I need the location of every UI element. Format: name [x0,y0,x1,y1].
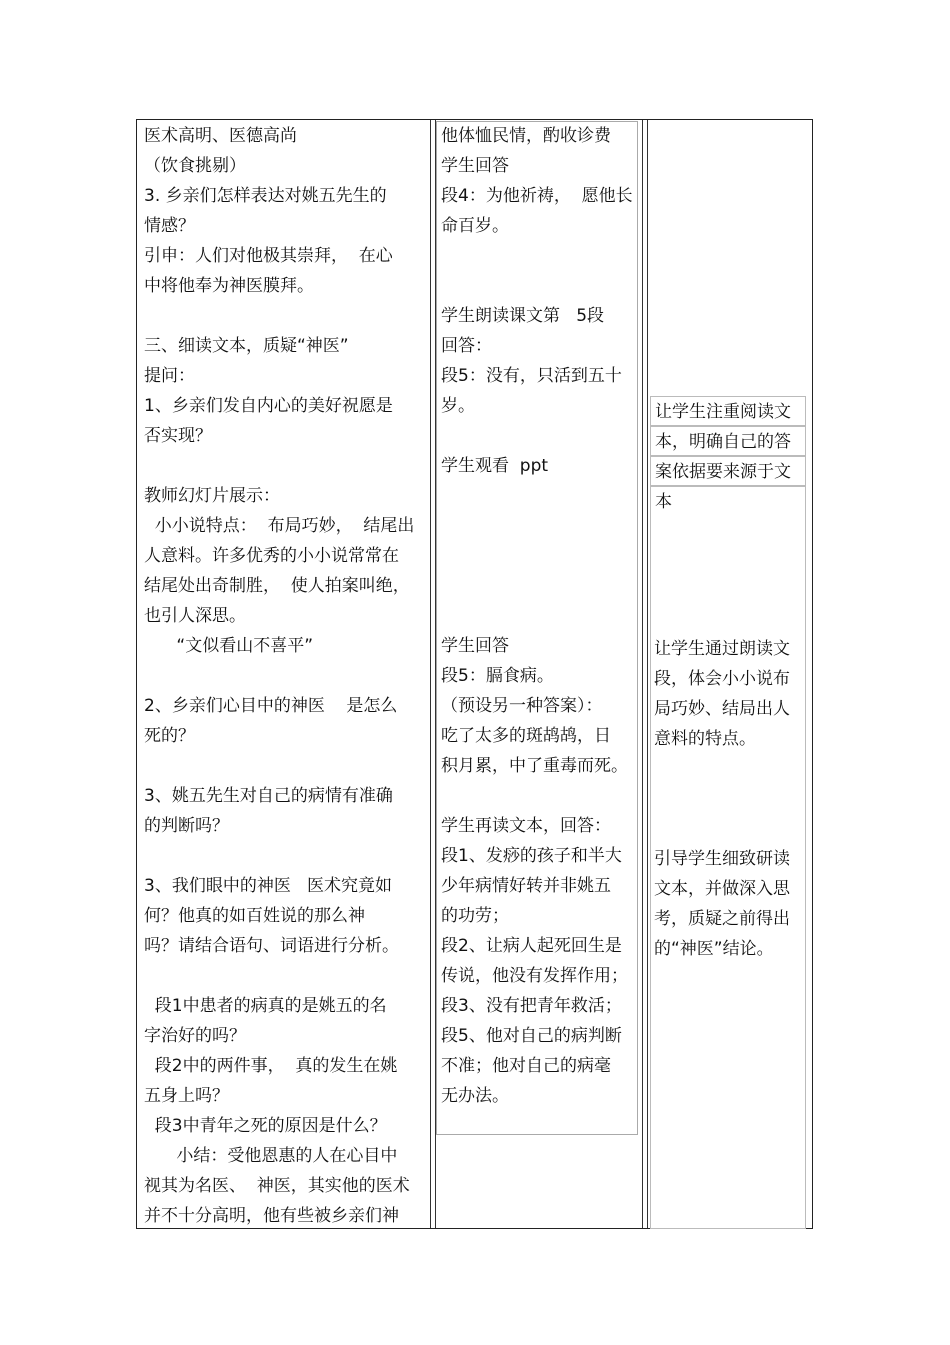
intent-cell-text: 本 [655,492,672,512]
intent-cell [650,396,806,426]
student-text-line: 少年病情好转并非姚五 [441,876,611,896]
student-text-line: 岁。 [441,396,475,416]
student-text-line [441,241,637,271]
teacher-text-line: 否实现？ [144,426,212,446]
intent-text-line: 引导学生细致研读 [654,849,790,869]
student-text-line: 吃了太多的斑鸪鸪，日 [441,726,611,746]
intent-text-line: 的“神医”结论。 [654,939,774,959]
teacher-text-line: 1、乡亲们发自内心的美好祝愿是 [144,396,393,416]
intent-text-line: 意料的特点。 [654,729,756,749]
teacher-text-line: 3、姚五先生对自己的病情有准确 [144,786,393,806]
teacher-text-line [144,751,424,781]
teacher-text-line: （饮食挑剔） [144,156,246,176]
student-text-line [441,511,637,541]
teacher-text-line: 中将他奉为神医膜拜。 [144,276,314,296]
teacher-text-line: 也引人深思。 [144,606,246,626]
teacher-activity-column [144,121,424,1231]
intent-cell-text: 案依据要来源于文 [655,462,791,482]
intent-cell [650,456,806,486]
student-text-line: （预设另一种答案）： [441,696,603,716]
teacher-text-line: 2、乡亲们心目中的神医 是怎么 [144,696,398,716]
student-text-line: 学生回答 [441,636,509,656]
teacher-text-line: 情感？ [144,216,195,236]
student-text-line [441,601,637,631]
teacher-text-line: “文似看山不喜平” [144,636,314,656]
teacher-text-line: 小结：受他恩惠的人在心目中 [144,1146,398,1166]
student-text-line: 段3、没有把青年救活； [441,996,622,1016]
teacher-text-line: 的判断吗？ [144,816,229,836]
student-text-line: 段5、他对自己的病判断 [441,1026,622,1046]
student-text-line: 的功劳； [441,906,509,926]
teacher-text-line [144,661,424,691]
teacher-text-line: 段2中的两件事， 真的发生在姚 [144,1056,398,1076]
intent-text-line: 文本，并做深入思 [654,879,790,899]
student-text-line: 学生朗读课文第 5段 [441,306,605,326]
column-divider [642,120,643,1228]
teacher-text-line: 提问： [144,366,195,386]
student-text-line: 学生观看 ppt [441,456,549,476]
teacher-text-line: 3、我们眼中的神医 医术究竟如 [144,876,393,896]
teacher-text-line: 人意料。许多优秀的小小说常常在 [144,546,399,566]
teacher-text-line: 教师幻灯片展示： [144,486,280,506]
student-text-line: 回答： [441,336,492,356]
teacher-text-line: 五身上吗？ [144,1086,229,1106]
student-text-line [441,541,637,571]
intent-text-line: 段，体会小小说布 [654,669,790,689]
teacher-text-line: 三、细读文本，质疑“神医” [144,336,349,356]
student-text-line: 段5：没有，只活到五十 [441,366,622,386]
teacher-text-line [144,841,424,871]
teacher-text-line: 小小说特点： 布局巧妙， 结尾出 [144,516,415,536]
student-text-line: 段5：膈食病。 [441,666,554,686]
student-text-line: 学生再读文本，回答： [441,816,611,836]
student-text-line: 段4：为他祈祷， 愿他长 [441,186,633,206]
intent-cell [650,426,806,456]
student-text-line [441,481,637,511]
teacher-text-line: 引申：人们对他极其崇拜， 在心 [144,246,393,266]
student-text-line [441,571,637,601]
teacher-text-line: 段3中青年之死的原因是什么？ [144,1116,387,1136]
student-activity-column [441,121,637,1111]
column-divider [430,120,431,1228]
teacher-text-line: 并不十分高明，他有些被乡亲们神 [144,1206,399,1226]
teacher-text-line [144,301,424,331]
intent-text-line: 考，质疑之前得出 [654,909,790,929]
student-text-line: 积月累，中了重毒而死。 [441,756,628,776]
student-text-line: 无办法。 [441,1086,509,1106]
teacher-text-line: 医术高明、医德高尚 [144,126,297,146]
student-text-line [441,271,637,301]
teacher-text-line [144,451,424,481]
teacher-text-line: 段1中患者的病真的是姚五的名 [144,996,387,1016]
column-divider [647,120,648,1228]
intent-block-inquiry [654,844,804,964]
student-text-line [441,781,637,811]
teacher-text-line: 死的？ [144,726,195,746]
student-text-line [441,421,637,451]
intent-cell-text: 本，明确自己的答 [655,432,791,452]
intent-text-line: 局巧妙、结局出人 [654,699,790,719]
student-text-line: 传说，他没有发挥作用； [441,966,628,986]
teacher-text-line: 3. 乡亲们怎样表达对姚五先生的 [144,186,387,206]
student-text-line: 学生回答 [441,156,509,176]
teacher-text-line [144,961,424,991]
intent-cell-text: 让学生注重阅读文 [655,402,791,422]
student-text-line: 命百岁。 [441,216,509,236]
intent-text-line: 让学生通过朗读文 [654,639,790,659]
student-text-line: 不准；他对自己的病毫 [441,1056,611,1076]
student-text-line: 段1、发痧的孩子和半大 [441,846,622,866]
teacher-text-line: 字治好的吗？ [144,1026,246,1046]
student-text-line: 他体恤民情，酌收诊费 [441,126,611,146]
teacher-text-line: 何？他真的如百姓说的那么神 [144,906,365,926]
student-text-line: 段2、让病人起死回生是 [441,936,622,956]
intent-block-reading [654,634,804,754]
teacher-text-line: 结尾处出奇制胜， 使人拍案叫绝， [144,576,410,596]
teacher-text-line: 吗？请结合语句、词语进行分析。 [144,936,399,956]
teacher-text-line: 视其为名医、 神医，其实他的医术 [144,1176,410,1196]
